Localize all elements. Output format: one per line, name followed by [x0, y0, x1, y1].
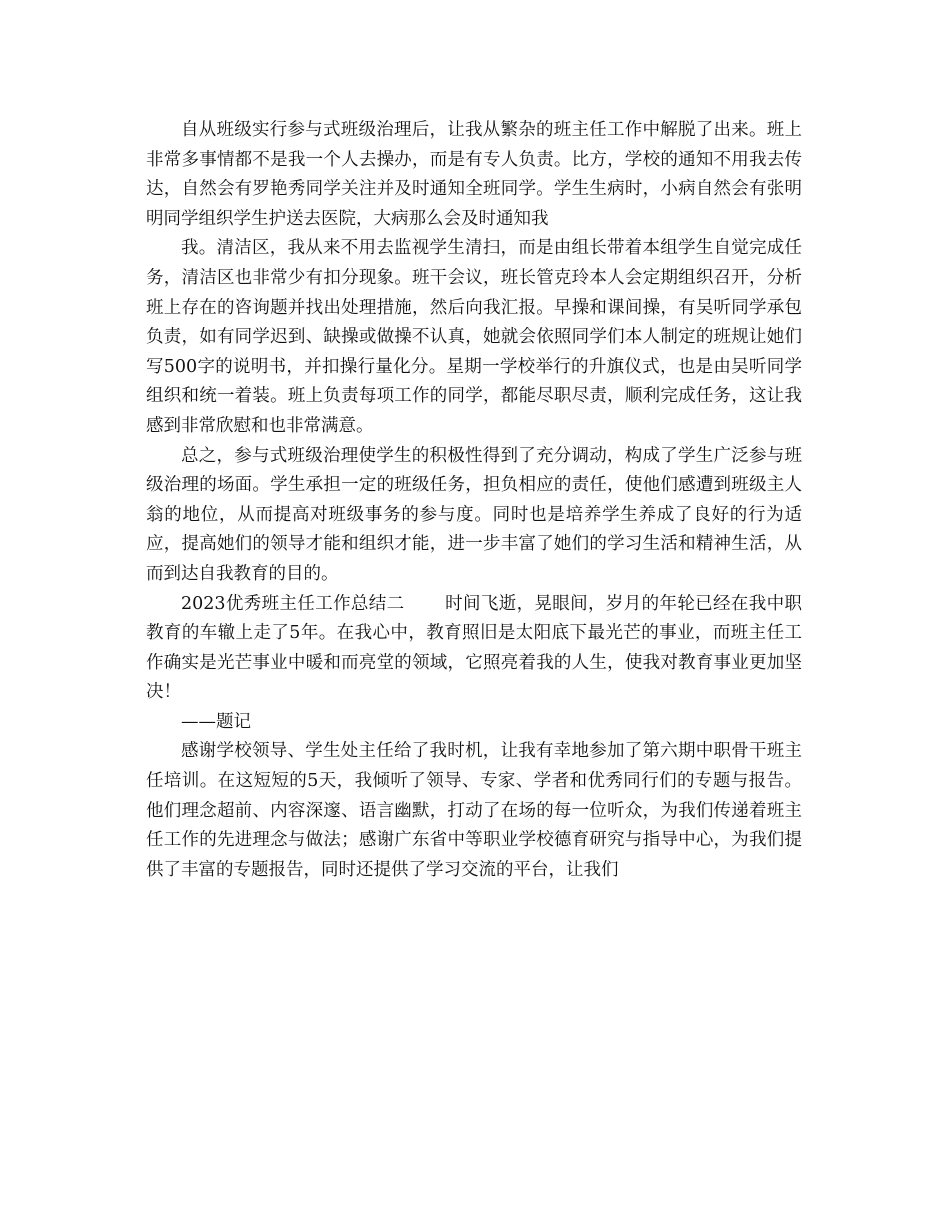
section2-title: 2023优秀班主任工作总结二	[181, 593, 405, 614]
paragraph-class-management: 自从班级实行参与式班级治理后，让我从繁杂的班主任工作中解脱了出来。班上非常多事情都不是我一个人去操办，而是有专人负责。比方，学校的通知不用我去传达，自然会有罗艳秀同学关注并及时通知全班同学。学生生病时，小病自然会有张明明同学组织学生护送去医院，大病那么会及时通知我	[146, 120, 802, 229]
paragraph-conclusion: 总之，参与式班级治理使学生的积极性得到了充分调动，构成了学生广泛参与班级治理的场面。学生承担一定的班级任务，担负相应的责任，使他们感遭到班级主人翁的地位，从而提高对班级事务的参与度。同时也是培养学生养成了良好的行为适应，提高她们的领导才能和组织才能，进一步丰富了她们的学习生活和精神生活，从而到达自我教育的目的。	[146, 445, 802, 584]
document-page	[146, 116, 802, 885]
paragraph-training-thanks: 感谢学校领导、学生处主任给了我时机，让我有幸地参加了第六期中职骨干班主任培训。在这短短的5天，我倾听了领导、专家、学者和优秀同行们的专题与报告。他们理念超前、内容深邃、语言幽默，打动了在场的每一位听众，为我们传递着班主任工作的先进理念与做法；感谢广东省中等职业学校德育研究与指导中心，为我们提供了丰富的专题报告，同时还提供了学习交流的平台，让我们	[146, 741, 802, 880]
section2-opening-text: 时间飞逝，晃眼间，岁月的年轮已经在我中职教育的车辙上走了5年。在我心中，教育照旧是太阳底下最光芒的事业，而班主任工作确实是光芒事业中暖和而亮堂的领域，它照亮着我的人生，使我对教育事业更加坚决！	[146, 593, 802, 703]
paragraph-section2-opening	[146, 590, 802, 708]
paragraph-student-duties: 我。清洁区，我从来不用去监视学生清扫，而是由组长带着本组学生自觉完成任务，清洁区也非常少有扣分现象。班干会议，班长管克玲本人会定期组织召开，分析班上存在的咨询题并找出处理措施，然后向我汇报。早操和课间操，有吴听同学承包负责，如有同学迟到、缺操或做操不认真，她就会依照同学们本人制定的班规让她们写500字的说明书，并扣操行量化分。星期一学校举行的升旗仪式，也是由吴听同学组织和统一着装。班上负责每项工作的同学，都能尽职尽责，顺利完成任务，这让我感到非常欣慰和也非常满意。	[146, 238, 802, 436]
inscription: ——题记	[181, 711, 251, 732]
